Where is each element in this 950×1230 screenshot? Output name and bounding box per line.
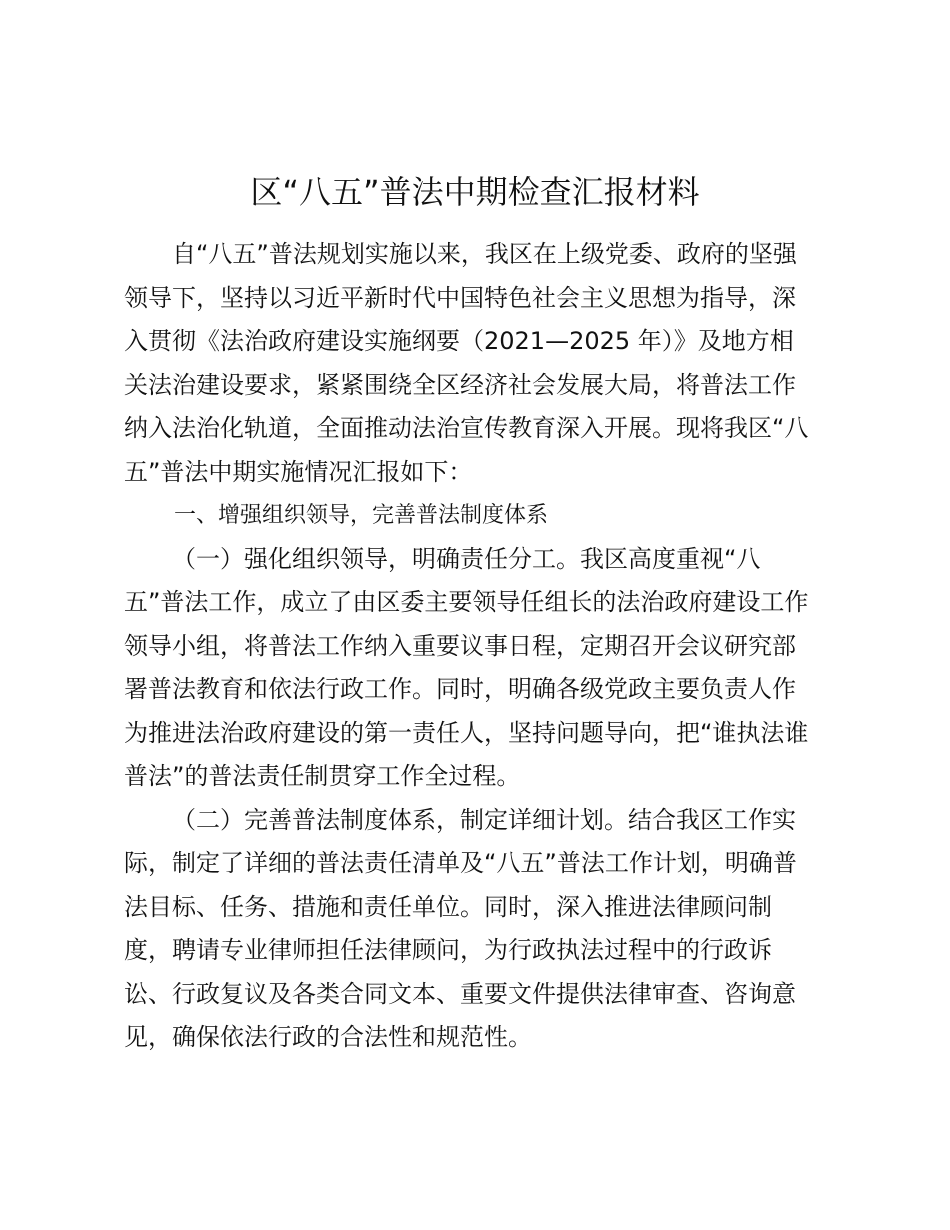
paragraph-line: 法目标、任务、措施和责任单位。同时，深入推进法律顾问制 <box>124 892 772 921</box>
paragraph-line: 为推进法治政府建设的第一责任人，坚持问题导向，把“谁执法谁 <box>124 718 809 747</box>
paragraph-line: 讼、行政复议及各类合同文本、重要文件提供法律审查、咨询意 <box>124 979 796 1008</box>
paragraph-line: 五”普法工作，成立了由区委主要领导任组长的法治政府建设工作 <box>124 588 809 616</box>
paragraph-line: 纳入法治化轨道，全面推动法治宣传教育深入开展。现将我区“八 <box>124 414 809 442</box>
section-heading: 一、增强组织领导，完善普法制度体系 <box>174 503 549 528</box>
paragraph-line: 署普法教育和依法行政工作。同时，明确各级党政主要负责人作 <box>124 675 796 703</box>
document-body <box>124 233 836 1060</box>
paragraph-line: 际，制定了详细的普法责任清单及“八五”普法工作计划，明确普 <box>124 849 797 877</box>
paragraph-line: 自“八五”普法规划实施以来，我区在上级党委、政府的坚强 <box>172 240 797 268</box>
paragraph-line: 关法治建设要求，紧紧围绕全区经济社会发展大局，将普法工作 <box>124 370 796 399</box>
paragraph-line: （一）强化组织领导，明确责任分工。我区高度重视“八 <box>172 544 761 573</box>
paragraph-line: （二）完善普法制度体系，制定详细计划。结合我区工作实 <box>172 805 796 834</box>
paragraph-line: 度，聘请专业律师担任法律顾问，为行政执法过程中的行政诉 <box>124 936 772 964</box>
paragraph-line: 五”普法中期实施情况汇报如下： <box>124 457 473 486</box>
paragraph-line: 入贯彻《法治政府建设实施纲要（2021—2025 年）》及地方相 <box>124 327 794 355</box>
paragraph-line: 领导下，坚持以习近平新时代中国特色社会主义思想为指导，深 <box>124 283 796 312</box>
document-title: 区“八五”普法中期检查汇报材料 <box>250 173 700 211</box>
paragraph-line: 普法”的普法责任制贯穿工作全过程。 <box>124 762 521 790</box>
paragraph-line: 见，确保依法行政的合法性和规范性。 <box>124 1023 532 1051</box>
paragraph-line: 领导小组，将普法工作纳入重要议事日程，定期召开会议研究部 <box>124 631 796 660</box>
